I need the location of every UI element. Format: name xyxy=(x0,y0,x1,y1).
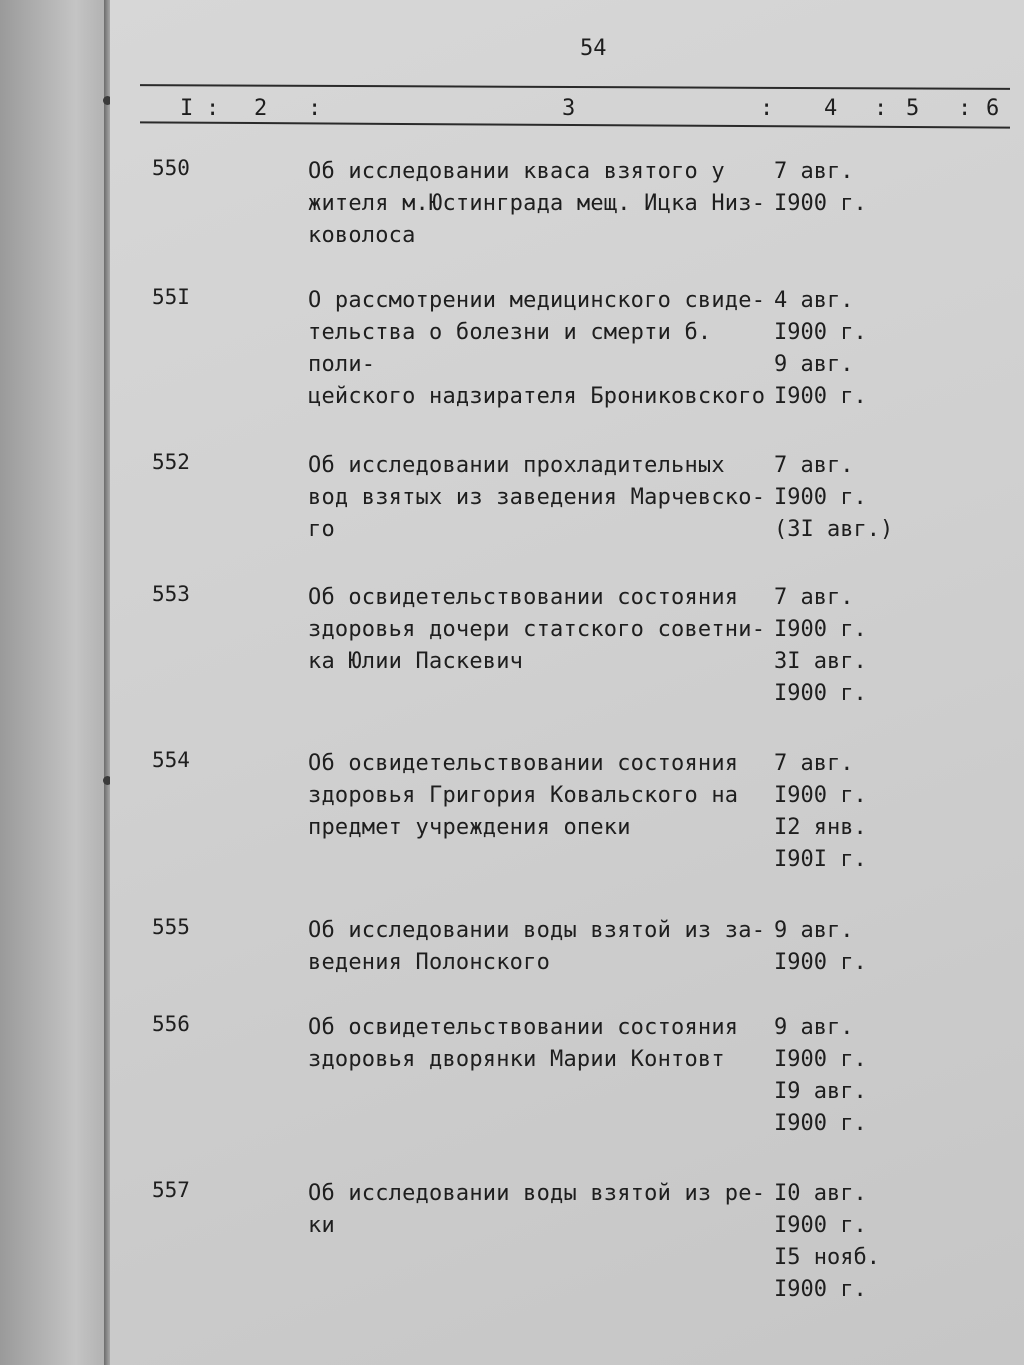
record-number: 554 xyxy=(152,748,190,772)
record-dates: 9 авг. I900 г. I9 авг. I900 г. xyxy=(774,1015,867,1136)
record-dates: 7 авг. I900 г. (3I авг.) xyxy=(774,453,894,542)
document-page xyxy=(110,0,1024,1365)
record-number: 556 xyxy=(152,1012,190,1036)
column-separator: : xyxy=(874,96,888,121)
record-title: Об освидетельствовании состояния здоровья дворянки Марии Контовт xyxy=(308,1015,739,1072)
record-dates: 9 авг. I900 г. xyxy=(774,918,867,975)
column-header-3: 3 xyxy=(562,96,576,121)
column-header-5: 5 xyxy=(906,96,920,121)
column-header-2: 2 xyxy=(254,96,268,121)
record-dates: I0 авг. I900 г. I5 нояб. I900 г. xyxy=(774,1181,880,1302)
column-separator: : xyxy=(760,96,774,121)
record-number: 555 xyxy=(152,915,190,939)
record-dates: 7 авг. I900 г. I2 янв. I90I г. xyxy=(774,751,867,872)
record-dates: 4 авг. I900 г. 9 авг. I900 г. xyxy=(774,288,867,409)
column-header-6: 6 xyxy=(986,96,1000,121)
header-rule-bottom xyxy=(140,121,1010,128)
record-title: О рассмотрении медицинского свиде- тельства о болезни и смерти б. поли- цейского надзирателя Брониковского xyxy=(308,288,766,409)
record-number: 552 xyxy=(152,450,190,474)
record-number: 550 xyxy=(152,156,190,180)
record-dates: 7 авг. I900 г. 3I авг. I900 г. xyxy=(774,585,867,706)
column-separator: : xyxy=(308,96,322,121)
record-title: Об освидетельствовании состояния здоровья дочери статского советни- ка Юлии Паскевич xyxy=(308,585,766,674)
record-number: 557 xyxy=(152,1178,190,1202)
column-header-1: I xyxy=(180,96,194,121)
column-separator: : xyxy=(206,96,220,121)
record-number: 553 xyxy=(152,582,190,606)
record-title: Об исследовании кваса взятого у жителя м.Юстинграда мещ. Ицка Низ- коволоса xyxy=(308,159,766,248)
column-separator: : xyxy=(958,96,972,121)
record-title: Об освидетельствовании состояния здоровья Григория Ковальского на предмет учреждения опеки xyxy=(308,751,739,840)
column-header-4: 4 xyxy=(824,96,838,121)
header-rule-top xyxy=(140,84,1010,90)
adjacent-page-edge xyxy=(0,0,108,1365)
record-title: Об исследовании прохладительных вод взятых из заведения Марчевско- го xyxy=(308,453,766,542)
record-title: Об исследовании воды взятой из ре- ки xyxy=(308,1181,766,1238)
record-title: Об исследовании воды взятой из за- ведения Полонского xyxy=(308,918,766,975)
page-number: 54 xyxy=(580,36,607,61)
record-dates: 7 авг. I900 г. xyxy=(774,159,867,216)
record-number: 55I xyxy=(152,285,190,309)
